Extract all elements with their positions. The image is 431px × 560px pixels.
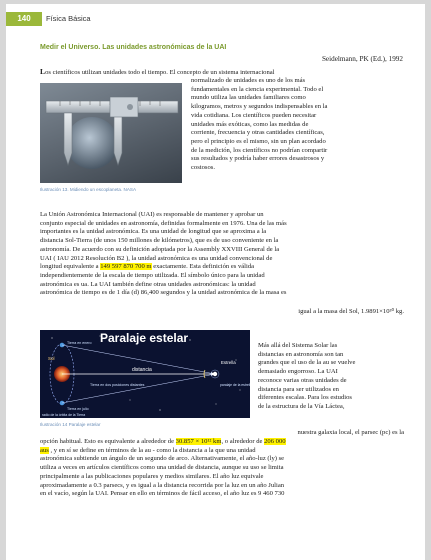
page-header bbox=[6, 12, 425, 26]
figure-14-caption: Ilustración 14 Paralaje estelar bbox=[40, 422, 101, 427]
text-line: de la estructura de la Vía Láctea, bbox=[258, 402, 345, 410]
text-line: mundo utiliza las unidades familiares como bbox=[191, 94, 306, 102]
text-line: UAI ( IAU 2012 Resolución B2 ), la unidad astronómica es una unidad convencional de bbox=[40, 254, 273, 262]
drop-cap: L bbox=[40, 67, 46, 76]
text-line: astronómica subtiende un ángulo de un segundo de arco. Alternativamente, el año-luz (ly) se bbox=[40, 455, 285, 463]
paragraph-intro-wrap bbox=[191, 77, 404, 173]
label-estrella: Estrella bbox=[221, 360, 236, 365]
highlight-aus: aus bbox=[40, 446, 49, 454]
text-line: en el vacío, según la UAI. Pensar en ello en términos de fácil acceso, el año luz es 9 460 730 bbox=[40, 490, 285, 498]
text-line: pero el principio es el mismo, sin un plan acordado bbox=[191, 137, 326, 145]
text-line: longitud equivalente a 149 597 870 700 m exactamente. Esta definición es válida bbox=[40, 263, 255, 271]
text-line: grandes que el uso de la au se vuelve bbox=[258, 359, 356, 367]
diagram-title: Paralaje estelar bbox=[100, 331, 189, 345]
text-line: astronómica de tiempo es de 1 día (d) 86,400 segundos y la unidad astronómica de la masa es bbox=[40, 289, 287, 297]
text-line: unidades más exóticas, como las medidas de bbox=[191, 120, 309, 128]
text-line: costosos. bbox=[191, 164, 215, 172]
running-head: Física Básica bbox=[46, 14, 91, 23]
text-line: Más allá del Sistema Solar las bbox=[258, 342, 338, 349]
text-line: kilogramos, metros y segundos indispensables en la bbox=[191, 103, 328, 111]
highlight-au-meters: 149 597 870 700 m bbox=[100, 263, 152, 271]
paragraph-parsec-line: nuestra galaxia local, el parsec (pc) es la bbox=[297, 429, 404, 436]
text-line: opción habitual. Esto es equivalente a alrededor de 30.857 × 10¹² km, o alrededor de 206 000 bbox=[40, 438, 286, 445]
label-distancia: distancia bbox=[132, 367, 152, 373]
text-line: demasiado engorroso. La UAI bbox=[258, 368, 338, 376]
paragraph-parsec-full bbox=[40, 438, 404, 499]
highlight-parsec-au: 206 000 bbox=[264, 438, 286, 445]
caliper-illustration bbox=[40, 83, 182, 183]
text-line: importantes es la unidad astronómica. Es una unidad de longitud que se aproxima a la bbox=[40, 228, 267, 236]
label-tierra-julio: Tierra en julio bbox=[67, 407, 89, 411]
text-line: Los científicos utilizan unidades todo el tiempo. El concepto de un sistema internacional bbox=[40, 67, 275, 76]
text-line: sus resultados y podría haber errores desastrosos y bbox=[191, 155, 325, 163]
text-line: normalizado de unidades es uno de los más bbox=[191, 77, 306, 84]
exoplanet-measurement-photo bbox=[40, 83, 182, 183]
text-line: principalmente a las publicaciones populares y medios similares. El año luz equivale bbox=[40, 472, 264, 480]
text-line: distancia Sol-Tierra (de unos 150 millones de kilómetros), que es de uso conveniente en la bbox=[40, 237, 279, 245]
label-tierra-enero: Tierra en enero bbox=[67, 341, 92, 345]
label-paralaje: paralaje de la estrella bbox=[220, 383, 250, 387]
text-line: de la medición, los científicos no podrían compartir bbox=[191, 146, 328, 154]
label-sol: Sol bbox=[48, 356, 55, 361]
text-line: diferentes escalas. Para los estudios bbox=[258, 394, 352, 402]
text-line: distancias en astronomía son tan bbox=[258, 350, 344, 358]
text-line: aus , y en sí se define en términos de la au - como la distancia a la que una unidad bbox=[40, 446, 256, 454]
label-tierra-posiciones: Tierra en dos posiciones distantes bbox=[90, 383, 145, 387]
text-line: La Unión Astronómica Internacional (UAI) es responsable de mantener y aprobar un bbox=[40, 211, 264, 218]
paragraph-uai-last-line: igual a la masa del Sol, 1.9891×10³⁰ kg. bbox=[298, 308, 404, 315]
star-icon bbox=[213, 372, 217, 376]
highlight-parsec-km: 30.857 × 10¹² km bbox=[175, 438, 222, 445]
text-line: independientemente de la escala de tiempo utilizada. El símbolo único para la unidad bbox=[40, 271, 265, 279]
text-line: vida cotidiana. Los científicos pueden necesitar bbox=[191, 111, 317, 119]
label-radio-orbita: radio de la órbita de la Tierra bbox=[42, 413, 86, 417]
document-page bbox=[6, 4, 425, 560]
text-line: distancia para ser utilizados en bbox=[258, 385, 339, 393]
section-title: Medir el Universo. Las unidades astronómicas de la UAI bbox=[40, 44, 227, 51]
text-line: astronomía. De acuerdo con su definición adoptada por la Assembly XXVIII General de la bbox=[40, 245, 280, 253]
text-line: utiliza a veces en artículos científicos como una unidad de distancia, aunque su uso se limita bbox=[40, 464, 284, 472]
text-line: astronómica es ua. La UAI también define otras unidades astronómicas: la unidad bbox=[40, 280, 256, 288]
text-line: reconoce varias otras unidades de bbox=[258, 376, 347, 384]
figure-13-caption: Ilustración 13. Midiendo un escoplaneta. NASA bbox=[40, 187, 137, 192]
page-number: 140 bbox=[6, 12, 42, 26]
text-line: corriente, frecuencia y otras cantidades científicas, bbox=[191, 129, 325, 137]
paragraph-uai bbox=[40, 211, 404, 298]
parallax-svg bbox=[40, 330, 250, 418]
text-line: conjunto especial de unidades en astronomía, definidas formalmente en 1976. Una de las más bbox=[40, 219, 287, 227]
text-line: fundamentales en la ciencia experimental. Todo el bbox=[191, 85, 324, 93]
citation: Seidelmann, PK (Ed.), 1992 bbox=[321, 55, 403, 63]
paragraph-parsec bbox=[258, 342, 404, 412]
text-line: aproximadamente a 0.3 parsecs, y es igual a la distancia recorrida por la luz en un año Julian bbox=[40, 481, 285, 489]
stellar-parallax-diagram bbox=[40, 330, 250, 418]
